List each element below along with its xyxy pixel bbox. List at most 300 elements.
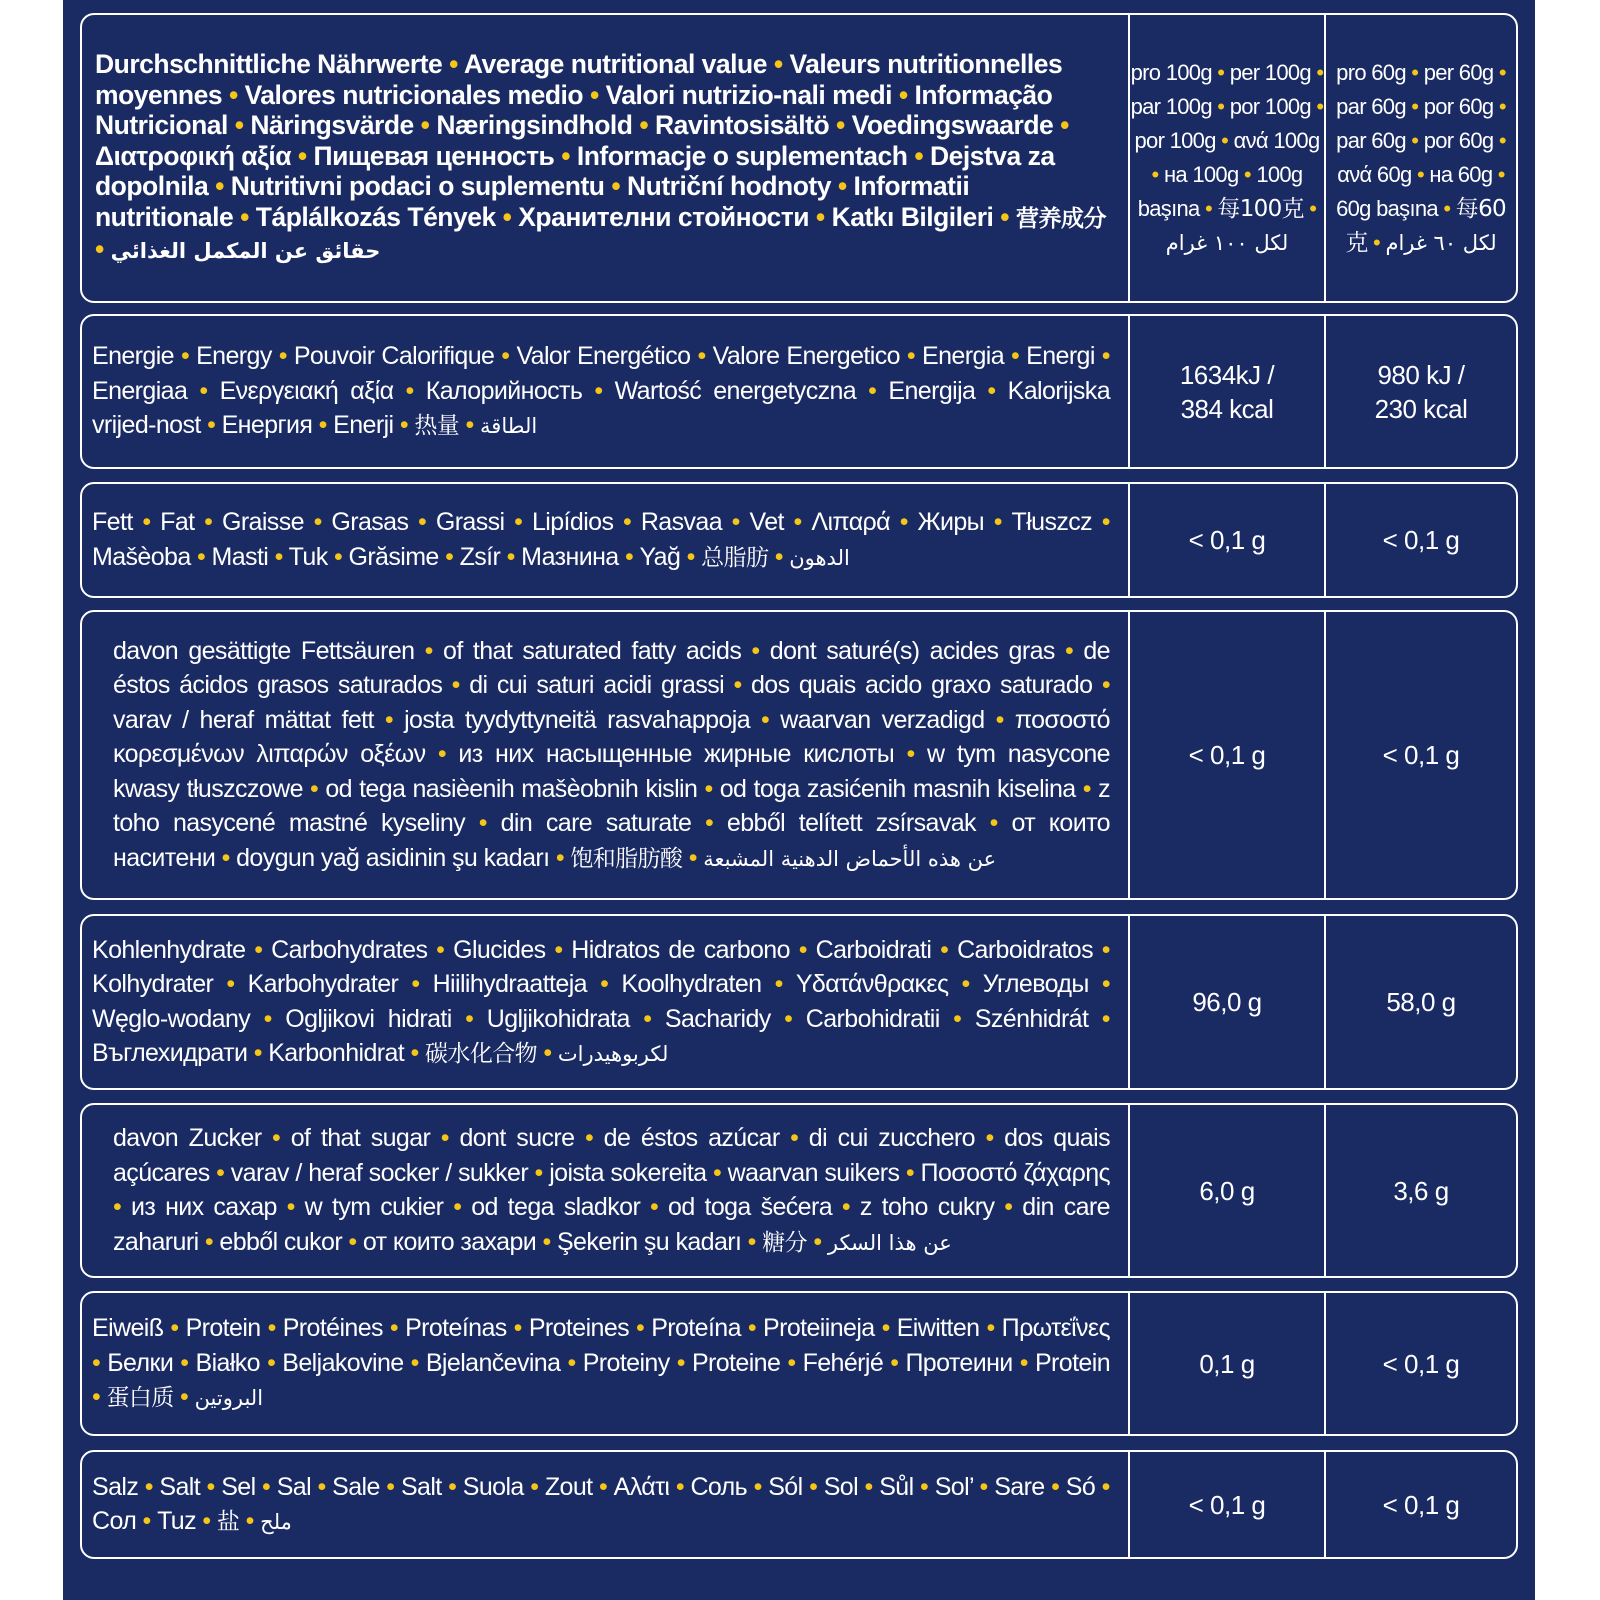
label-part: ebből cukor [219, 1227, 343, 1256]
label-part: Sól [768, 1472, 803, 1501]
table-row-protein [80, 1291, 1518, 1436]
label-part: por 100g [1229, 94, 1311, 119]
bullet-separator: • [245, 935, 272, 964]
nutrient-label-cell [82, 1105, 1130, 1276]
nutrient-label-saturated-fat [82, 634, 1128, 877]
label-part: Durchschnittliche Nährwerte [95, 49, 443, 80]
label-part: Şekerin şu kadarı [556, 1227, 742, 1256]
bullet-separator: • [783, 508, 812, 536]
label-part: Hiilihydraatteja [432, 970, 587, 998]
label-part: Fett [92, 508, 133, 536]
header-title [82, 49, 1128, 267]
label-part: Соль [690, 1472, 748, 1501]
label-part: od toga šećera [668, 1193, 833, 1221]
value-60g-cell [1326, 1105, 1516, 1276]
label-part: Informatii nutritionale [95, 171, 970, 232]
bullet-separator: • [430, 1124, 460, 1152]
label-part: Węglo-wodany [92, 1004, 251, 1033]
label-part: 营养成分 [1015, 205, 1106, 232]
value-100g-cell [1130, 484, 1326, 596]
bullet-separator: • [187, 376, 220, 405]
value-100g-cell [1130, 612, 1326, 898]
bullet-separator: • [373, 705, 405, 734]
label-part: Carboidratos [957, 935, 1094, 964]
bullet-separator: • [1004, 342, 1027, 371]
bullet-separator: • [92, 1383, 107, 1412]
bullet-separator: • [215, 843, 237, 872]
value-60g-cell [1326, 916, 1516, 1088]
bullet-separator: • [761, 970, 796, 998]
value-60g-cell [1326, 1452, 1516, 1557]
bullet-separator: • [495, 201, 519, 232]
bullet-separator: • [574, 1124, 604, 1152]
header-per-100g-cell [1130, 15, 1326, 301]
bullet-separator: • [173, 1383, 195, 1412]
label-part: на 60g [1429, 162, 1493, 187]
bullet-separator: • [442, 49, 464, 80]
label-part: varav / heraf mättat fett [113, 705, 374, 734]
label-part: Ενεργειακή αξία [219, 376, 394, 405]
label-part: w tym cukier [304, 1193, 444, 1221]
bullet-separator: • [604, 171, 627, 202]
bullet-separator: • [303, 508, 332, 536]
nutrient-label-cell [82, 1452, 1130, 1557]
label-part: Λιπαρά [811, 508, 891, 536]
label-part: Wartość energetyczna [614, 376, 857, 405]
label-part: Protein [1034, 1348, 1110, 1377]
label-part: od tega nasièenih mašèobnih kislin [325, 774, 698, 803]
label-part: Carboidrati [815, 935, 932, 964]
bullet-separator: • [268, 542, 289, 571]
bullet-separator: • [1088, 1004, 1110, 1033]
label-part: Energi [1026, 342, 1095, 371]
label-part: Carbohidratii [805, 1004, 940, 1033]
value-60g-carbohydrates: 58,0 g [1386, 987, 1456, 1017]
value-60g-protein: < 0,1 g [1382, 1348, 1460, 1379]
label-part: ملح [260, 1510, 292, 1534]
label-part: Só [1065, 1472, 1096, 1501]
label-part: Белки [107, 1348, 174, 1377]
label-part: waarvan verzadigd [780, 705, 985, 734]
value-60g-cell [1326, 1293, 1516, 1434]
bullet-separator: • [830, 171, 854, 202]
bullet-separator: • [342, 1227, 363, 1256]
bullet-separator: • [208, 171, 231, 202]
bullet-separator: • [741, 636, 770, 665]
bullet-separator: • [138, 1472, 160, 1501]
bullet-separator: • [766, 49, 790, 80]
label-part: dos quais açúcares [113, 1124, 1110, 1187]
bullet-separator: • [92, 1348, 108, 1377]
nutrient-label-sugar [82, 1121, 1128, 1260]
bullet-separator: • [669, 1348, 692, 1377]
label-part: لكربوهيدرات [557, 1042, 669, 1066]
value-100g-salt: < 0,1 g [1188, 1489, 1266, 1520]
value-60g-salt: < 0,1 g [1382, 1489, 1460, 1520]
label-part: Tuk [288, 542, 328, 571]
bullet-separator: • [1303, 196, 1317, 221]
label-part: Energia [922, 342, 1005, 371]
label-part: Хранителни стойности [518, 201, 810, 232]
label-part: Energie [92, 342, 174, 371]
bullet-separator: • [682, 843, 704, 872]
label-part: od tega sladkor [471, 1193, 641, 1221]
bullet-separator: • [1199, 196, 1218, 221]
bullet-separator: • [163, 1314, 186, 1343]
bullet-separator: • [892, 79, 915, 110]
label-part: di cui zucchero [808, 1124, 975, 1152]
header-row [80, 13, 1518, 303]
bullet-separator: • [425, 740, 459, 769]
label-part: Valore Energetico [712, 342, 900, 371]
bullet-separator: • [768, 542, 790, 571]
value-60g-fat: < 0,1 g [1382, 525, 1460, 555]
bullet-separator: • [984, 705, 1015, 734]
label-part: Sacharidy [664, 1004, 771, 1033]
table-row-fat [80, 482, 1518, 598]
label-part: z toho cukry [859, 1193, 995, 1221]
value-100g-sugar: 6,0 g [1199, 1175, 1255, 1206]
bullet-separator: • [198, 1227, 220, 1256]
label-part: Mašèoba [92, 542, 191, 571]
label-part: par 60g [1336, 128, 1406, 153]
bullet-separator: • [1094, 342, 1110, 371]
bullet-separator: • [196, 1507, 217, 1535]
value-100g-cell [1130, 1293, 1326, 1434]
value-100g-cell [1130, 1105, 1326, 1276]
bullet-separator: • [255, 1472, 277, 1501]
label-part: Informação Nutricional [95, 79, 1053, 141]
label-part: Valores nutricionales medio [244, 79, 584, 110]
bullet-separator: • [1405, 94, 1424, 119]
label-part: Енергия [221, 411, 313, 440]
value-60g-cell [1326, 484, 1516, 596]
label-part: din care zaharuri [113, 1193, 1110, 1256]
bullet-separator: • [247, 1039, 269, 1067]
bullet-separator: • [545, 935, 572, 964]
header-per-100g [1130, 56, 1324, 260]
table-row-carbohydrates [80, 914, 1518, 1090]
bullet-separator: • [724, 671, 751, 700]
label-part: от които наситени [113, 809, 1110, 872]
label-part: josta tyydyttyneitä rasvahappoja [404, 705, 751, 734]
label-part: Voedingswaarde [851, 110, 1054, 141]
label-part: 热量 [414, 413, 460, 440]
bullet-separator: • [404, 1039, 426, 1067]
label-part: Sale [332, 1472, 380, 1501]
label-part: Ποσοστό ζάχαρης [920, 1158, 1110, 1187]
label-part: Katkı Bilgileri [831, 201, 994, 232]
bullet-separator: • [899, 342, 923, 371]
bullet-separator: • [1310, 60, 1324, 85]
nutrient-label-energy [82, 339, 1128, 444]
nutrient-label-cell [82, 1293, 1130, 1434]
label-part: ανά 100g [1233, 128, 1320, 153]
bullet-separator: • [136, 1507, 158, 1535]
table-row-saturated-fat [80, 610, 1518, 900]
label-part: dont saturé(s) acides gras [769, 636, 1055, 665]
bullet-separator: • [974, 1124, 1005, 1152]
label-part: Tłuszcz [1011, 508, 1093, 536]
bullet-separator: • [706, 1158, 728, 1187]
label-part: Protein [185, 1314, 261, 1343]
label-part: لكل ١٠٠ غرام [1165, 231, 1289, 255]
nutrient-label-cell [82, 316, 1130, 467]
bullet-separator: • [984, 508, 1012, 536]
table-row-energy [80, 314, 1518, 469]
label-part: Enerji [333, 411, 394, 440]
bullet-separator: • [260, 1314, 283, 1343]
bullet-separator: • [209, 1158, 231, 1187]
bullet-separator: • [629, 1314, 652, 1343]
value-100g-protein: 0,1 g [1199, 1348, 1255, 1379]
label-part: of that saturated fatty acids [443, 636, 742, 665]
label-part: Мазнина [521, 542, 619, 571]
bullet-separator: • [894, 740, 928, 769]
label-part: 60g başına [1336, 196, 1438, 221]
label-part: Suola [462, 1472, 524, 1501]
label-part: Eiwitten [896, 1314, 980, 1343]
bullet-separator: • [506, 1314, 529, 1343]
bullet-separator: • [393, 376, 426, 405]
label-part: Energija [888, 376, 976, 405]
bullet-separator: • [629, 1004, 665, 1033]
bullet-separator: • [582, 376, 615, 405]
bullet-separator: • [443, 1193, 472, 1221]
bullet-separator: • [1405, 128, 1424, 153]
bullet-separator: • [740, 1314, 764, 1343]
bullet-separator: • [1088, 970, 1110, 998]
label-part: Πρωτεΐνες [1001, 1314, 1110, 1343]
bullet-separator: • [1092, 671, 1110, 700]
value-60g-saturated-fat: < 0,1 g [1382, 740, 1460, 770]
label-part: Informacje o suplementach [576, 140, 908, 171]
label-part: Næringsindhold [436, 110, 633, 141]
label-part: Ogljikovi hidrati [285, 1004, 452, 1033]
header-per-60g-cell [1326, 15, 1516, 301]
label-part: Proteines [528, 1314, 630, 1343]
nutrient-label-cell [82, 612, 1130, 898]
label-part: Beljakovine [282, 1348, 404, 1377]
bullet-separator: • [536, 1227, 557, 1256]
bullet-separator: • [858, 1472, 880, 1501]
bullet-separator: • [1211, 94, 1230, 119]
label-part: Salt [400, 1472, 442, 1501]
bullet-separator: • [1075, 774, 1099, 803]
value-100g-fat: < 0,1 g [1188, 525, 1266, 555]
bullet-separator: • [1054, 636, 1084, 665]
bullet-separator: • [975, 376, 1008, 405]
bullet-separator: • [95, 234, 111, 265]
bullet-separator: • [213, 970, 248, 998]
bullet-separator: • [1211, 60, 1230, 85]
bullet-separator: • [465, 809, 501, 838]
label-part: Sůl [879, 1472, 914, 1501]
label-part: Hidratos de carbono [571, 935, 790, 964]
bullet-separator: • [741, 1227, 763, 1256]
bullet-separator: • [832, 1193, 860, 1221]
label-part: Valeurs nutritionnelles moyennes [95, 49, 1063, 110]
label-part: por 60g [1423, 94, 1494, 119]
nutrient-label-carbohydrates [82, 933, 1128, 1072]
bullet-separator: • [691, 809, 727, 838]
label-part: Energiaa [92, 376, 188, 405]
bullet-separator: • [398, 970, 433, 998]
bullet-separator: • [586, 970, 622, 998]
label-part: par 100g [1130, 94, 1212, 119]
label-part: od toga zasićenih masnih kiselina [719, 774, 1076, 803]
bullet-separator: • [291, 140, 314, 171]
bullet-separator: • [979, 1314, 1002, 1343]
bullet-separator: • [438, 542, 460, 571]
bullet-separator: • [1411, 162, 1430, 187]
bullet-separator: • [1092, 508, 1110, 536]
bullet-separator: • [913, 1472, 935, 1501]
label-part: на 100g [1163, 162, 1239, 187]
bullet-separator: • [222, 79, 245, 110]
bullet-separator: • [311, 1472, 333, 1501]
bullet-separator: • [1053, 110, 1069, 141]
bullet-separator: • [747, 1472, 769, 1501]
bullet-separator: • [276, 1193, 305, 1221]
label-part: ανά 60g [1337, 162, 1412, 187]
bullet-separator: • [442, 671, 470, 700]
bullet-separator: • [427, 935, 454, 964]
bullet-separator: • [690, 342, 713, 371]
bullet-separator: • [194, 508, 222, 536]
value-60g-cell [1326, 612, 1516, 898]
label-part: de éstos ácidos grasos saturados [113, 636, 1110, 700]
label-part: Αλάτι [613, 1472, 670, 1501]
label-part: Average nutritional value [463, 49, 767, 80]
bullet-separator: • [504, 508, 532, 536]
label-part: Salt [159, 1472, 201, 1501]
label-part: Sol’ [934, 1472, 974, 1501]
label-part: Koolhydraten [621, 970, 762, 998]
bullet-separator: • [403, 1348, 426, 1377]
label-part: Bjelančevina [425, 1348, 561, 1377]
bullet-separator: • [1437, 196, 1456, 221]
bullet-separator: • [302, 774, 326, 803]
bullet-separator: • [874, 1314, 897, 1343]
label-part: Proteiineja [763, 1314, 875, 1343]
nutrient-label-cell [82, 484, 1130, 596]
label-part: Graisse [221, 508, 304, 536]
bullet-separator: • [994, 1193, 1023, 1221]
bullet-separator: • [200, 411, 222, 440]
bullet-separator: • [414, 636, 444, 665]
bullet-separator: • [173, 342, 197, 371]
label-part: Sel [221, 1472, 256, 1501]
bullet-separator: • [669, 1472, 691, 1501]
value-60g-energy: 980 kJ / 230 kcal [1374, 359, 1468, 424]
label-part: Zout [544, 1472, 593, 1501]
bullet-separator: • [948, 970, 983, 998]
label-part: pro 60g [1336, 60, 1406, 85]
bullet-separator: • [1012, 1348, 1035, 1377]
bullet-separator: • [393, 411, 415, 440]
label-part: Karbohydrater [247, 970, 399, 998]
value-100g-cell [1130, 316, 1326, 467]
label-part: di cui saturi acidi grassi [469, 671, 725, 700]
label-part: Протеини [905, 1348, 1013, 1377]
label-part: Kohlenhydrate [92, 935, 246, 964]
bullet-separator: • [260, 1348, 283, 1377]
label-part: Proteína [651, 1314, 741, 1343]
bullet-separator: • [1493, 128, 1506, 153]
bullet-separator: • [802, 1472, 824, 1501]
label-part: per 100g [1229, 60, 1311, 85]
bullet-separator: • [899, 1158, 921, 1187]
bullet-separator: • [233, 201, 256, 232]
label-part: par 60g [1336, 94, 1406, 119]
label-part: Υδατάνθρακες [795, 970, 949, 998]
label-part: varav / heraf socker / sukker [230, 1158, 529, 1187]
label-part: Masti [211, 542, 269, 571]
label-part: Carbohydrates [271, 935, 428, 964]
bullet-separator: • [459, 411, 481, 440]
bullet-separator: • [780, 1348, 803, 1377]
bullet-separator: • [973, 1472, 995, 1501]
bullet-separator: • [680, 542, 702, 571]
label-part: Proteiny [582, 1348, 670, 1377]
bullet-separator: • [697, 774, 720, 803]
label-part: w tym nasycone kwasy tłuszczowe [113, 740, 1110, 803]
label-part: por 100g [1134, 128, 1216, 153]
label-part: Vet [749, 508, 784, 536]
bullet-separator: • [528, 1158, 550, 1187]
bullet-separator: • [312, 411, 334, 440]
label-part: Tuz [157, 1507, 197, 1535]
bullet-separator: • [1367, 230, 1386, 255]
bullet-separator: • [261, 1124, 291, 1152]
value-60g-sugar: 3,6 g [1393, 1175, 1449, 1206]
bullet-separator: • [939, 1004, 975, 1033]
label-part: Rasvaa [640, 508, 723, 536]
bullet-separator: • [560, 1348, 583, 1377]
bullet-separator: • [1095, 1472, 1110, 1501]
nutrient-label-cell [82, 916, 1130, 1088]
label-part: Жиры [917, 508, 985, 536]
label-part: Grassi [435, 508, 505, 536]
value-100g-energy: 1634kJ / 384 kcal [1179, 359, 1275, 424]
bullet-separator: • [379, 1472, 401, 1501]
bullet-separator: • [640, 1193, 669, 1221]
label-part: Glucides [453, 935, 546, 964]
bullet-separator: • [613, 508, 641, 536]
header-per-60g [1326, 56, 1516, 260]
label-part: Näringsvärde [250, 110, 414, 141]
bullet-separator: • [1044, 1472, 1066, 1501]
bullet-separator: • [1405, 60, 1424, 85]
bullet-separator: • [632, 110, 655, 141]
bullet-separator: • [1492, 162, 1505, 187]
bullet-separator: • [890, 508, 918, 536]
label-part: pro 100g [1130, 60, 1212, 85]
bullet-separator: • [750, 705, 781, 734]
bullet-separator: • [500, 542, 522, 571]
label-part: Ravintosisältö [655, 110, 830, 141]
bullet-separator: • [807, 1227, 828, 1256]
bullet-separator: • [931, 935, 958, 964]
bullet-separator: • [173, 1348, 196, 1377]
bullet-separator: • [523, 1472, 545, 1501]
label-part: de éstos azúcar [603, 1124, 780, 1152]
bullet-separator: • [413, 110, 437, 141]
bullet-separator: • [190, 542, 212, 571]
label-part: Sare [994, 1472, 1045, 1501]
label-part: 糖分 [762, 1229, 807, 1256]
